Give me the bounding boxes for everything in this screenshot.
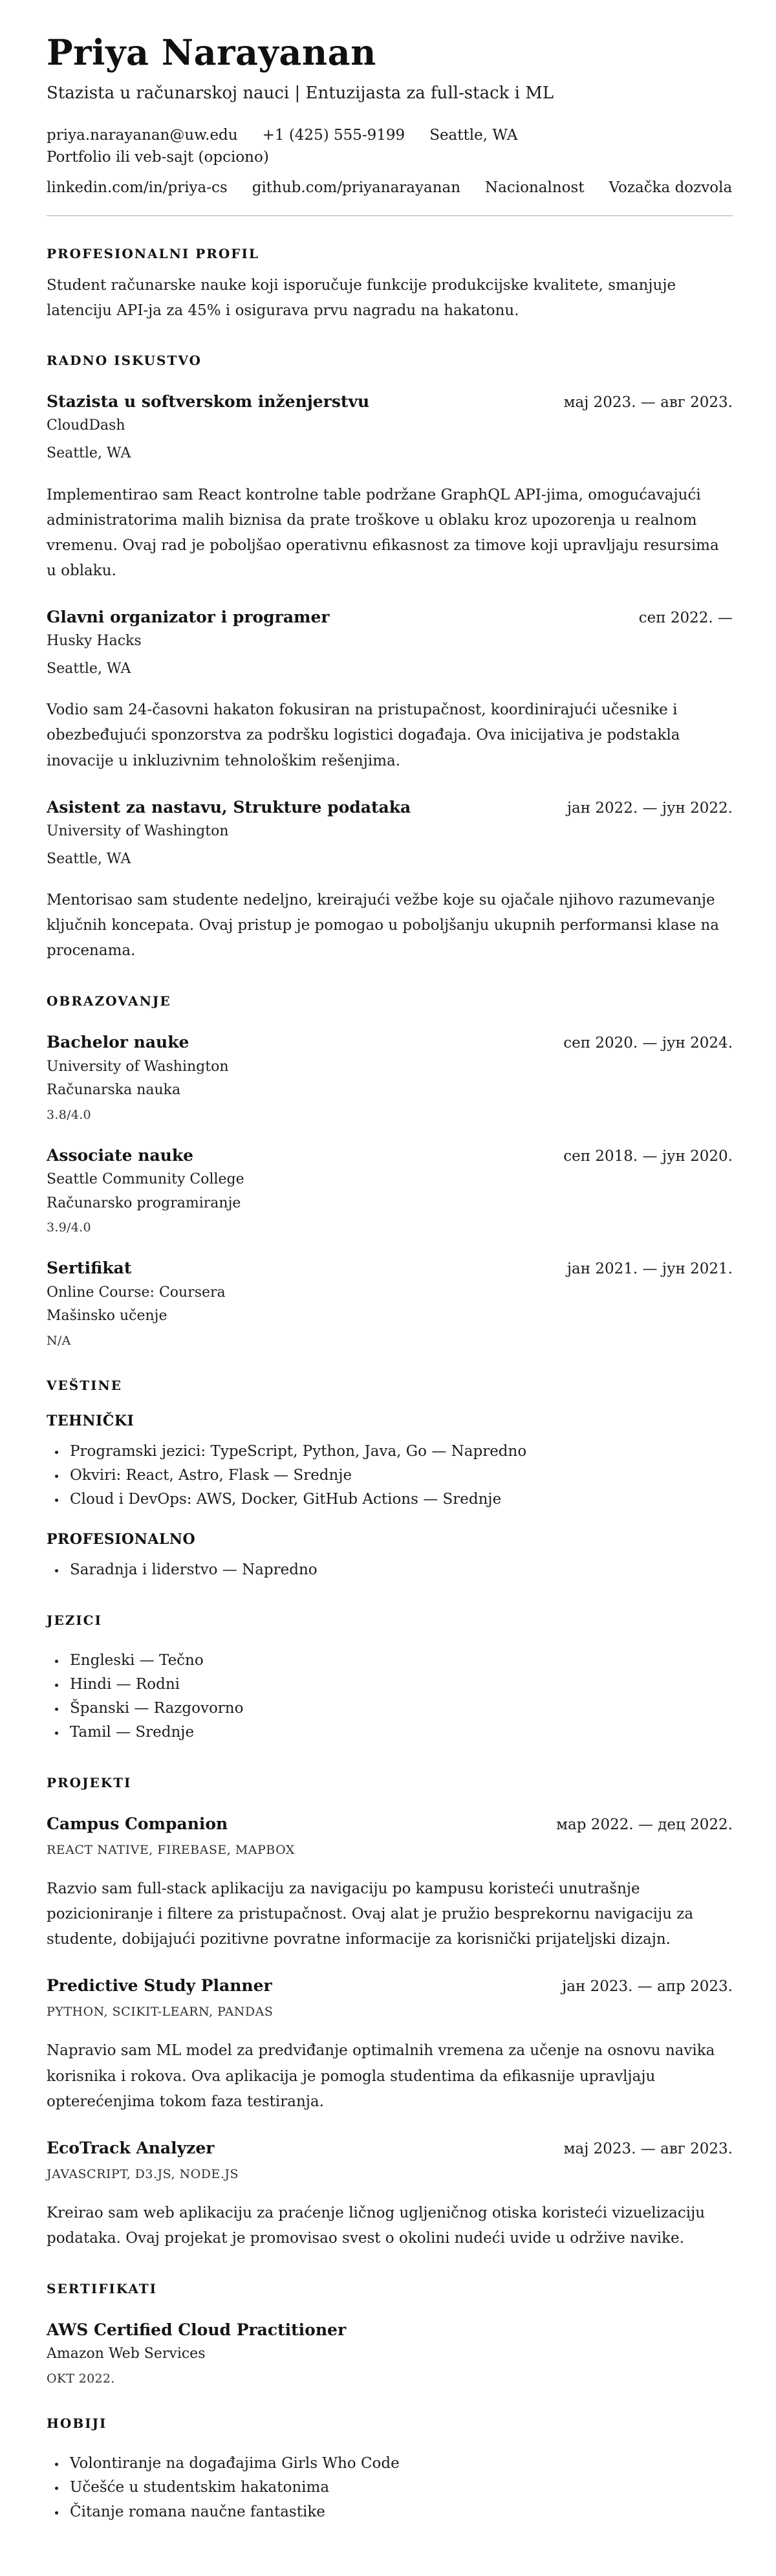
skill-item: • Saradnja i liderstvo — Napredno	[66, 1558, 733, 1582]
profile-summary: Student računarske nauke koji isporučuje funkcije produkcijske kvalitete, smanjuje latenciju API-ja za 45% i osigurava prvu nagradu na hakatonu.	[47, 276, 676, 319]
language-item: • Španski — Razgovorno	[66, 1697, 733, 1721]
job-dates: сеп 2022. —	[638, 609, 733, 626]
field-of-study: Računarsko programiranje	[47, 1194, 241, 1211]
contact-github: github.com/priyanarayanan	[252, 179, 461, 196]
job-company: Husky Hacks	[47, 633, 142, 650]
contact-row-2	[47, 179, 733, 196]
hobby-item: • Volontiranje na događajima Girls Who Code	[66, 2452, 733, 2476]
school: University of Washington	[47, 1058, 229, 1075]
job-location: Seattle, WA	[47, 850, 131, 867]
gpa: N/A	[47, 1333, 71, 1348]
skill-item: • Okviri: React, Astro, Flask — Srednje	[66, 1464, 733, 1488]
job-location: Seattle, WA	[47, 445, 131, 461]
entry-head	[47, 2138, 733, 2158]
education-dates: јан 2021. — јун 2021.	[566, 1260, 733, 1278]
project-entry	[47, 1976, 733, 2115]
certification-issuer: Amazon Web Services	[47, 2346, 206, 2362]
job-dates: јан 2022. — јун 2022.	[566, 799, 733, 817]
experience-entry	[47, 391, 733, 584]
project-name: Campus Companion	[47, 1814, 228, 1833]
job-company: CloudDash	[47, 417, 125, 434]
project-description: Napravio sam ML model za predviđanje optimalnih vremena za učenje na osnovu navika korisnika i rokova. Ova aplikacija je pomogla studentima da efikasnije upravljaju opterećenjima tokom faza testiranja.	[47, 2042, 715, 2110]
job-description: Vodio sam 24-časovni hakaton fokusiran na pristupačnost, koordinirajući učesnike i obezbeđujući sponzorstva za podršku logistici događaja. Ova inicijativa je podstakla inovacije u inkluzivnim tehnološkim rešenjima.	[47, 701, 680, 769]
school: Seattle Community College	[47, 1171, 244, 1188]
entry-head	[47, 1258, 733, 1278]
entry-head	[47, 797, 733, 817]
entry-head	[47, 1032, 733, 1052]
degree: Sertifikat	[47, 1259, 132, 1278]
section-education	[47, 993, 733, 1347]
education-entry	[47, 1032, 733, 1121]
person-name: Priya Narayanan	[47, 32, 376, 73]
language-item: • Hindi — Rodni	[66, 1673, 733, 1697]
job-dates: мај 2023. — авг 2023.	[563, 394, 733, 412]
field-of-study: Računarska nauka	[47, 1082, 181, 1099]
contact-email: priya.narayanan@uw.edu	[47, 126, 238, 144]
job-title: Stazista u softverskom inženjerstvu	[47, 392, 370, 412]
skill-group-title: TEHNIČKI	[47, 1412, 135, 1429]
job-title: Glavni organizator i programer	[47, 607, 330, 626]
gpa: 3.8/4.0	[47, 1107, 91, 1122]
headline: Stazista u računarskoj nauci | Entuzijasta za full-stack i ML	[47, 83, 554, 104]
section-heading-education: OBRAZOVANJE	[47, 993, 171, 1009]
project-dates: јан 2023. — апр 2023.	[562, 1978, 733, 1996]
degree: Bachelor nauke	[47, 1033, 189, 1052]
job-description: Mentorisao sam studente nedeljno, kreirajući vežbe koje su ojačale njihovo razumevanje ključnih koncepata. Ovaj pristup je pomogao u poboljšanju ukupnih performansi klase na procenama.	[47, 892, 720, 960]
section-profile	[47, 246, 733, 323]
project-name: EcoTrack Analyzer	[47, 2138, 215, 2157]
section-skills	[47, 1378, 733, 1583]
contact-portfolio: Portfolio ili veb-sajt (opciono)	[47, 148, 269, 166]
project-name: Predictive Study Planner	[47, 1976, 272, 1996]
project-dates: мај 2023. — авг 2023.	[563, 2140, 733, 2157]
gpa: 3.9/4.0	[47, 1220, 91, 1235]
section-heading-profile: PROFESIONALNI PROFIL	[47, 245, 259, 261]
hobby-item: • Učešće u studentskim hakatonima	[66, 2476, 733, 2500]
experience-entry	[47, 607, 733, 774]
project-description: Razvio sam full-stack aplikaciju za navigaciju po kampusu koristeći unutrašnje pozicioniranje i filtere za pristupačnost. Ovaj alat je pružio besprekornu navigaciju za studente, dobijajući pozitivne povratne informacije za korisnički prijateljski dizajn.	[47, 1880, 694, 1948]
experience-entry	[47, 797, 733, 964]
project-stack: REACT NATIVE, FIREBASE, MAPBOX	[47, 1842, 295, 1857]
section-projects	[47, 1775, 733, 2252]
school: Online Course: Coursera	[47, 1284, 226, 1301]
section-hobbies	[47, 2416, 733, 2524]
education-dates: сеп 2018. — јун 2020.	[563, 1147, 733, 1165]
contact-row-1	[47, 127, 733, 166]
education-entry	[47, 1145, 733, 1235]
entry-head	[47, 607, 733, 627]
contact-location: Seattle, WA	[429, 126, 518, 144]
header-divider	[47, 215, 733, 216]
project-entry	[47, 1814, 733, 1953]
section-heading-projects: PROJEKTI	[47, 1774, 132, 1790]
skill-list-technical	[47, 1440, 733, 1512]
contact-nationality: Nacionalnost	[485, 179, 585, 196]
job-title: Asistent za nastavu, Strukture podataka	[47, 797, 411, 817]
project-dates: мар 2022. — дец 2022.	[556, 1816, 733, 1833]
education-entry	[47, 1258, 733, 1347]
skill-list-professional	[47, 1558, 733, 1582]
section-heading-skills: VEŠTINE	[47, 1377, 122, 1393]
entry-head	[47, 1814, 733, 1834]
certification-date: OKT 2022.	[47, 2372, 115, 2386]
education-dates: сеп 2020. — јун 2024.	[563, 1035, 733, 1052]
certification-name: AWS Certified Cloud Practitioner	[47, 2320, 347, 2340]
hobby-list	[47, 2452, 733, 2524]
language-list	[47, 1649, 733, 1745]
entry-head	[47, 391, 733, 412]
contact-phone: +1 (425) 555-9199	[262, 126, 405, 144]
skill-group-title: PROFESIONALNO	[47, 1531, 196, 1548]
hobby-item: • Čitanje romana naučne fantastike	[66, 2500, 733, 2524]
project-stack: JAVASCRIPT, D3.JS, NODE.JS	[47, 2167, 239, 2182]
section-heading-certifications: SERTIFIKATI	[47, 2281, 157, 2297]
skill-item: • Cloud i DevOps: AWS, Docker, GitHub Actions — Srednje	[66, 1488, 733, 1512]
section-experience	[47, 353, 733, 963]
project-stack: PYTHON, SCIKIT-LEARN, PANDAS	[47, 2005, 274, 2020]
section-languages	[47, 1613, 733, 1745]
language-item: • Tamil — Srednje	[66, 1721, 733, 1745]
section-heading-languages: JEZICI	[47, 1612, 102, 1628]
section-heading-experience: RADNO ISKUSTVO	[47, 353, 202, 369]
skill-item: • Programski jezici: TypeScript, Python, Java, Go — Napredno	[66, 1440, 733, 1464]
entry-head	[47, 1976, 733, 1996]
certification-entry	[47, 2320, 733, 2386]
degree: Associate nauke	[47, 1145, 194, 1165]
field-of-study: Mašinsko učenje	[47, 1308, 167, 1325]
section-heading-hobbies: HOBIJI	[47, 2416, 107, 2432]
project-entry	[47, 2138, 733, 2251]
job-description: Implementirao sam React kontrolne table podržane GraphQL API-jima, omogućavajući administratorima malih biznisa da prate troškove u oblaku kroz upozorenja u realnom vremenu. Ovaj rad je poboljšao operativnu efikasnost za timove koji upravljaju resursima u oblaku.	[47, 486, 719, 579]
project-description: Kreirao sam web aplikaciju za praćenje ličnog ugljeničnog otiska koristeći vizuelizaciju podataka. Ovaj projekat je promovisao svest o okolini nudeći uvide u održive navike.	[47, 2205, 706, 2247]
job-company: University of Washington	[47, 822, 229, 839]
entry-head	[47, 1145, 733, 1165]
resume-header	[47, 32, 733, 216]
language-item: • Engleski — Tečno	[66, 1649, 733, 1673]
contact-license: Vozačka dozvola	[609, 179, 733, 196]
contact-linkedin: linkedin.com/in/priya-cs	[47, 179, 228, 196]
section-certifications	[47, 2281, 733, 2386]
job-location: Seattle, WA	[47, 660, 131, 677]
